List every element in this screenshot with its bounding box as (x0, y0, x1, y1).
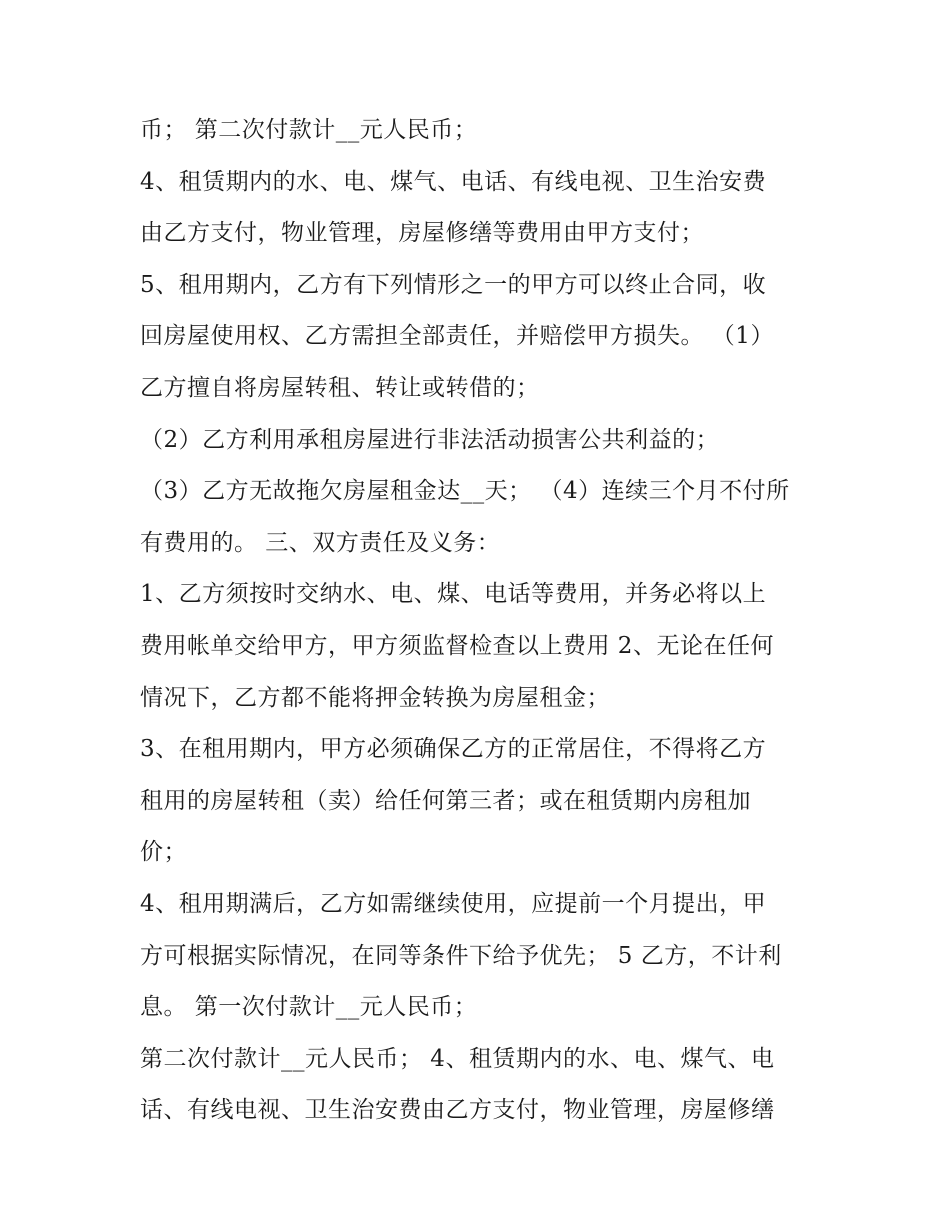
text-line-8: （3）乙方无故拖欠房屋租金达__天； （4）连续三个月不付所 (140, 478, 790, 505)
text-line-19: 第二次付款计__元人民币； 4、租赁期内的水、电、煤气、电 (140, 1045, 775, 1072)
text-line-12: 情况下，乙方都不能将押金转换为房屋租金； (140, 684, 610, 711)
text-line-5: 回房屋使用权、乙方需担全部责任，并赔偿甲方损失。 （1） (140, 323, 774, 350)
text-line-1: 币； 第二次付款计__元人民币； (140, 117, 478, 143)
text-line-4: 5、租用期内，乙方有下列情形之一的甲方可以终止合同，收 (140, 271, 767, 298)
contract-text-body (140, 105, 820, 1137)
text-line-10: 1、乙方须按时交纳水、电、煤、电话等费用，并务必将以上 (140, 581, 767, 608)
text-line-13: 3、在租用期内，甲方必须确保乙方的正常居住，不得将乙方 (140, 736, 767, 763)
text-line-6: 乙方擅自将房屋转租、转让或转借的； (140, 374, 540, 401)
text-line-3: 由乙方支付，物业管理，房屋修缮等费用由甲方支付； (140, 220, 704, 247)
text-line-20: 话、有线电视、卫生治安费由乙方支付，物业管理，房屋修缮 (140, 1097, 775, 1124)
text-line-11: 费用帐单交给甲方，甲方须监督检查以上费用 2、无论在任何 (140, 632, 774, 659)
text-line-16: 4、租用期满后，乙方如需继续使用，应提前一个月提出，甲 (140, 890, 767, 917)
text-line-15: 价； (140, 839, 187, 866)
text-line-17: 方可根据实际情况，在同等条件下给予优先； 5 乙方，不计利 (140, 942, 782, 969)
text-line-2: 4、租赁期内的水、电、煤气、电话、有线电视、卫生治安费 (140, 168, 767, 195)
text-line-9: 有费用的。 三、双方责任及义务： (140, 529, 501, 556)
text-line-14: 租用的房屋转租（卖）给任何第三者；或在租赁期内房租加 (140, 787, 751, 814)
text-line-7: （2）乙方利用承租房屋进行非法活动损害公共利益的； (140, 426, 720, 453)
text-line-18: 息。 第一次付款计__元人民币； (140, 994, 478, 1021)
